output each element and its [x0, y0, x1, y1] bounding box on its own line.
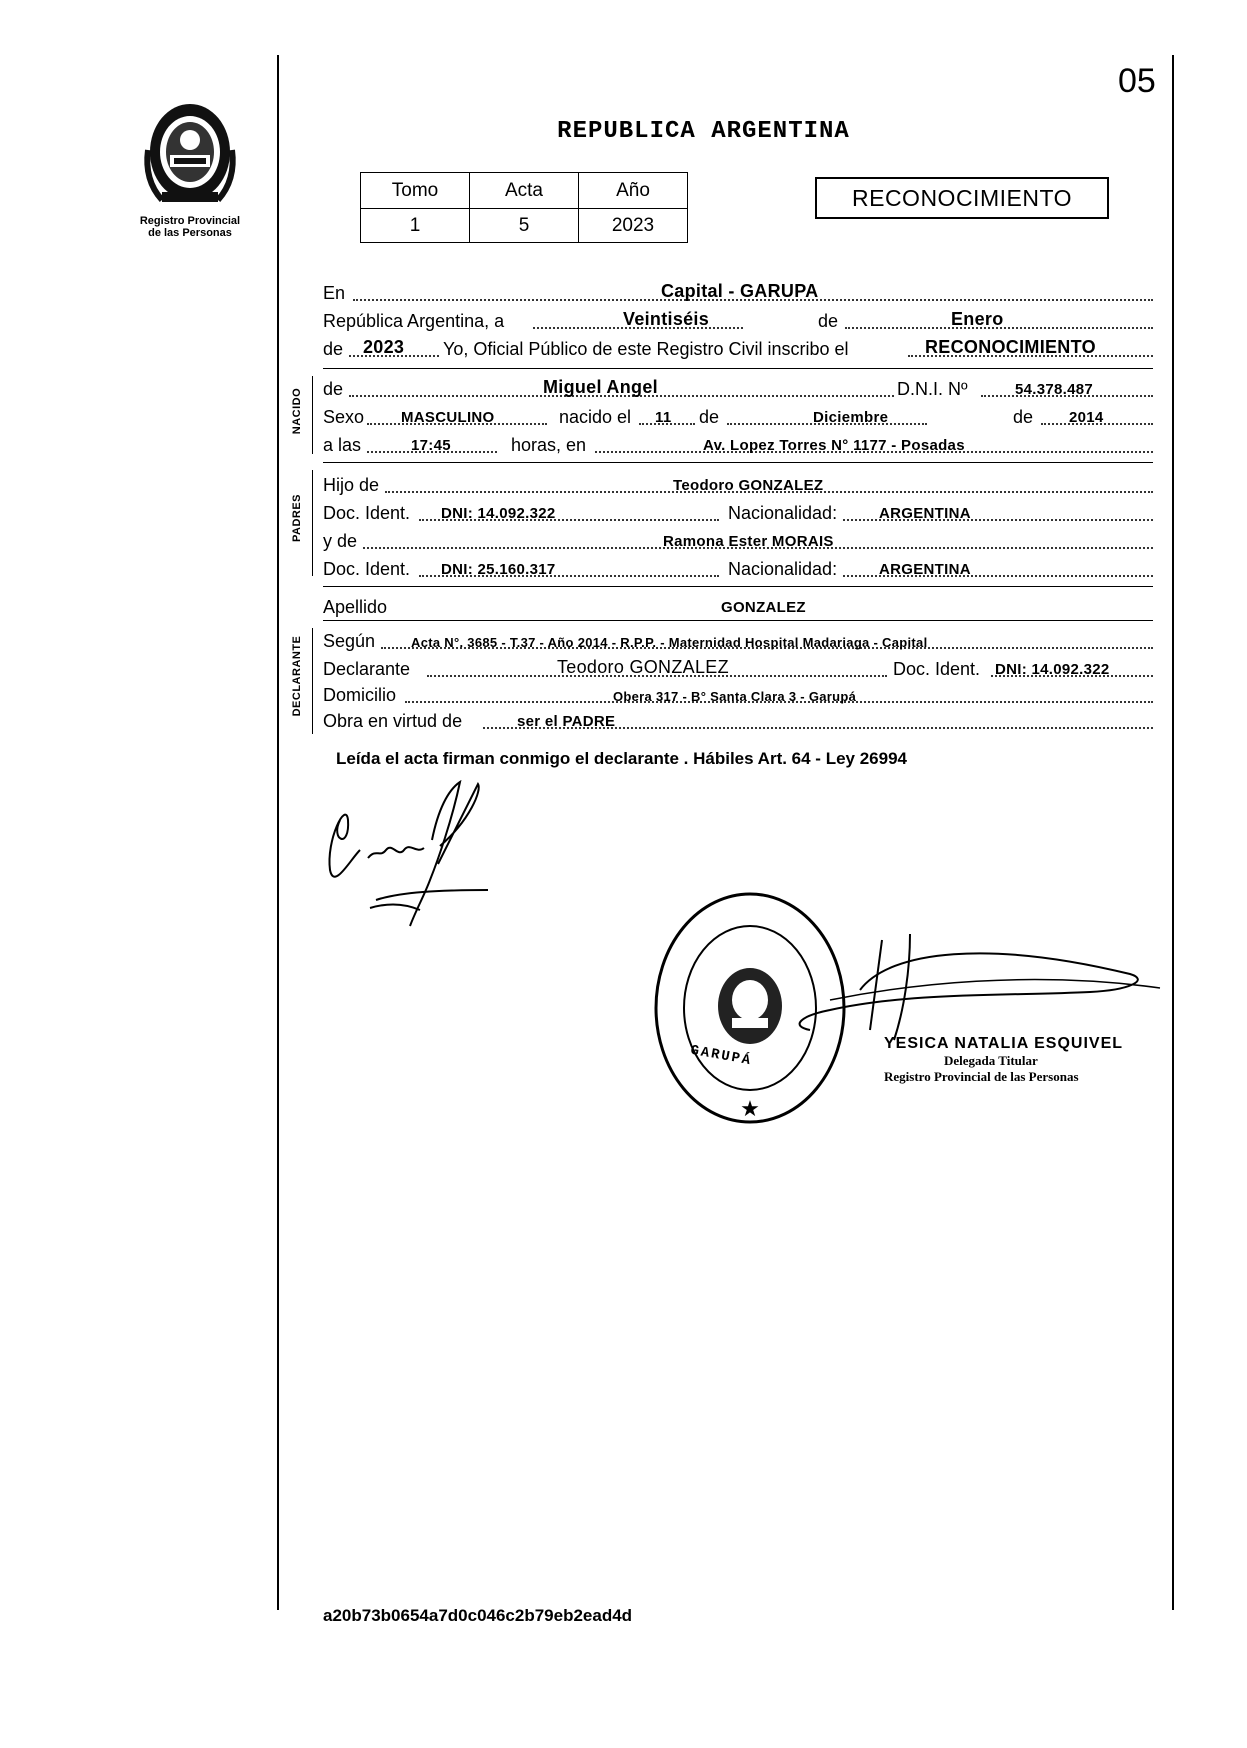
value-apellido: GONZALEZ: [721, 599, 806, 616]
value-mes-nac: Diciembre: [813, 409, 889, 426]
value-declarante: Teodoro GONZALEZ: [557, 657, 729, 677]
row-nombre: [323, 374, 1153, 402]
official-signature: [770, 930, 1170, 1050]
section-separator: [323, 586, 1153, 587]
value-dni: 54.378.487: [1015, 381, 1094, 398]
side-label-declarante: DECLARANTE: [291, 635, 303, 717]
value-tomo: 1: [361, 209, 470, 243]
label-a-las: a las: [323, 435, 362, 455]
value-acto: RECONOCIMIENTO: [925, 337, 1096, 357]
section-separator: [323, 368, 1153, 369]
header-tomo: Tomo: [361, 173, 470, 209]
stamp-bottom-text: GARUPÁ: [689, 1042, 754, 1070]
side-label-padres: PADRES: [291, 493, 303, 543]
legal-text: Leída el acta firman conmigo el declarante . Hábiles Art. 64 - Ley 26994: [336, 749, 907, 768]
row-padre-doc: [323, 498, 1153, 526]
value-padre: Teodoro GONZALEZ: [673, 477, 824, 494]
value-padre-nac: ARGENTINA: [879, 505, 971, 522]
value-madre-nac: ARGENTINA: [879, 561, 971, 578]
row-acto: [323, 334, 1153, 362]
row-lugar: [323, 278, 1153, 306]
label-domicilio: Domicilio: [323, 685, 397, 705]
signer-name: YESICA NATALIA ESQUIVEL: [884, 1035, 1124, 1052]
value-padre-doc: DNI: 14.092.322: [441, 505, 556, 522]
label-horas: horas, en: [511, 435, 587, 455]
registry-logo: [120, 100, 260, 239]
label-oficial: Yo, Oficial Público de este Registro Civil inscribo el: [443, 339, 849, 359]
left-margin-line: [277, 55, 279, 1610]
value-domicilio: Obera 317 - B° Santa Clara 3 - Garupá: [613, 689, 857, 704]
registry-table: [360, 172, 688, 243]
value-obra: ser el PADRE: [517, 713, 616, 730]
label-de-mes: de: [699, 407, 720, 427]
label-de-anio: de: [323, 339, 344, 359]
label-obra: Obra en virtud de: [323, 711, 463, 731]
nacido-bracket: [312, 376, 313, 454]
signer-organization: Registro Provincial de las Personas: [884, 1069, 1079, 1084]
label-en: En: [323, 283, 346, 303]
value-declarante-doc: DNI: 14.092.322: [995, 661, 1110, 678]
page-number: 05: [1118, 62, 1156, 100]
label-dni: D.N.I. Nº: [897, 379, 968, 399]
value-anio: 2023: [579, 209, 688, 243]
label-sexo: Sexo: [323, 407, 365, 427]
label-nacionalidad-padre: Nacionalidad:: [728, 503, 838, 523]
act-type-box: RECONOCIMIENTO: [815, 177, 1109, 219]
padres-bracket: [312, 470, 313, 576]
row-fecha: [323, 306, 1153, 334]
logo-caption-line2: de las Personas: [148, 227, 232, 239]
value-hora: 17:45: [411, 437, 451, 454]
declarant-signature: [320, 780, 500, 930]
label-de-nombre: de: [323, 379, 344, 399]
value-madre: Ramona Ester MORAIS: [663, 533, 834, 550]
header-acta: Acta: [470, 173, 579, 209]
declarante-bracket: [312, 628, 313, 734]
svg-text:★: ★: [740, 1097, 760, 1122]
header-anio: Año: [579, 173, 688, 209]
row-apellido: [323, 592, 1153, 620]
value-lugar: Capital - GARUPA: [661, 281, 819, 301]
label-doc-ident-padre: Doc. Ident.: [323, 503, 411, 523]
label-de: de: [818, 311, 839, 331]
value-nombre: Miguel Angel: [543, 377, 658, 397]
row-declarante: [323, 654, 1153, 682]
value-acta: 5: [470, 209, 579, 243]
label-nacionalidad-madre: Nacionalidad:: [728, 559, 838, 579]
value-mes: Enero: [951, 309, 1004, 329]
value-anio: 2023: [363, 337, 405, 357]
value-segun: Acta N°. 3685 - T.37 - Año 2014 - R.P.P. - Maternidad Hospital Madariaga - Capital: [411, 635, 928, 650]
value-sexo: MASCULINO: [401, 409, 495, 426]
value-dia: Veintiséis: [623, 309, 710, 329]
row-segun: [323, 626, 1153, 654]
value-lugar-nac: Av. Lopez Torres N° 1177 - Posadas: [703, 437, 965, 454]
section-separator: [323, 462, 1153, 463]
section-separator: [323, 620, 1153, 621]
signer-role: Delegada Titular: [944, 1053, 1038, 1068]
label-nacido: nacido el: [559, 407, 632, 427]
label-segun: Según: [323, 631, 376, 651]
row-hora: [323, 430, 1153, 458]
label-apellido: Apellido: [323, 597, 388, 617]
row-padre: [323, 470, 1153, 498]
value-anio-nac: 2014: [1069, 409, 1104, 426]
right-margin-line: [1172, 55, 1174, 1610]
signer-block: [884, 1035, 1123, 1085]
label-republica: República Argentina, a: [323, 311, 505, 331]
label-declarante: Declarante: [323, 659, 411, 679]
value-madre-doc: DNI: 25.160.317: [441, 561, 556, 578]
label-doc-ident-declarante: Doc. Ident.: [893, 659, 981, 679]
label-de-anio-nac: de: [1013, 407, 1034, 427]
row-sexo: [323, 402, 1153, 430]
side-label-nacido: NACIDO: [291, 387, 303, 435]
province-seal-icon: [140, 100, 240, 215]
value-dia-nac: 11: [655, 409, 672, 426]
row-domicilio: [323, 680, 1153, 708]
row-madre-doc: [323, 554, 1153, 582]
label-hijo: Hijo de: [323, 475, 380, 495]
document-hash: a20b73b0654a7d0c046c2b79eb2ead4d: [323, 1606, 633, 1625]
label-y-de: y de: [323, 531, 358, 551]
document-title: REPUBLICA ARGENTINA: [557, 118, 850, 145]
label-doc-ident-madre: Doc. Ident.: [323, 559, 411, 579]
row-obra: [323, 706, 1153, 734]
row-madre: [323, 526, 1153, 554]
logo-caption-line1: Registro Provincial: [139, 215, 241, 227]
